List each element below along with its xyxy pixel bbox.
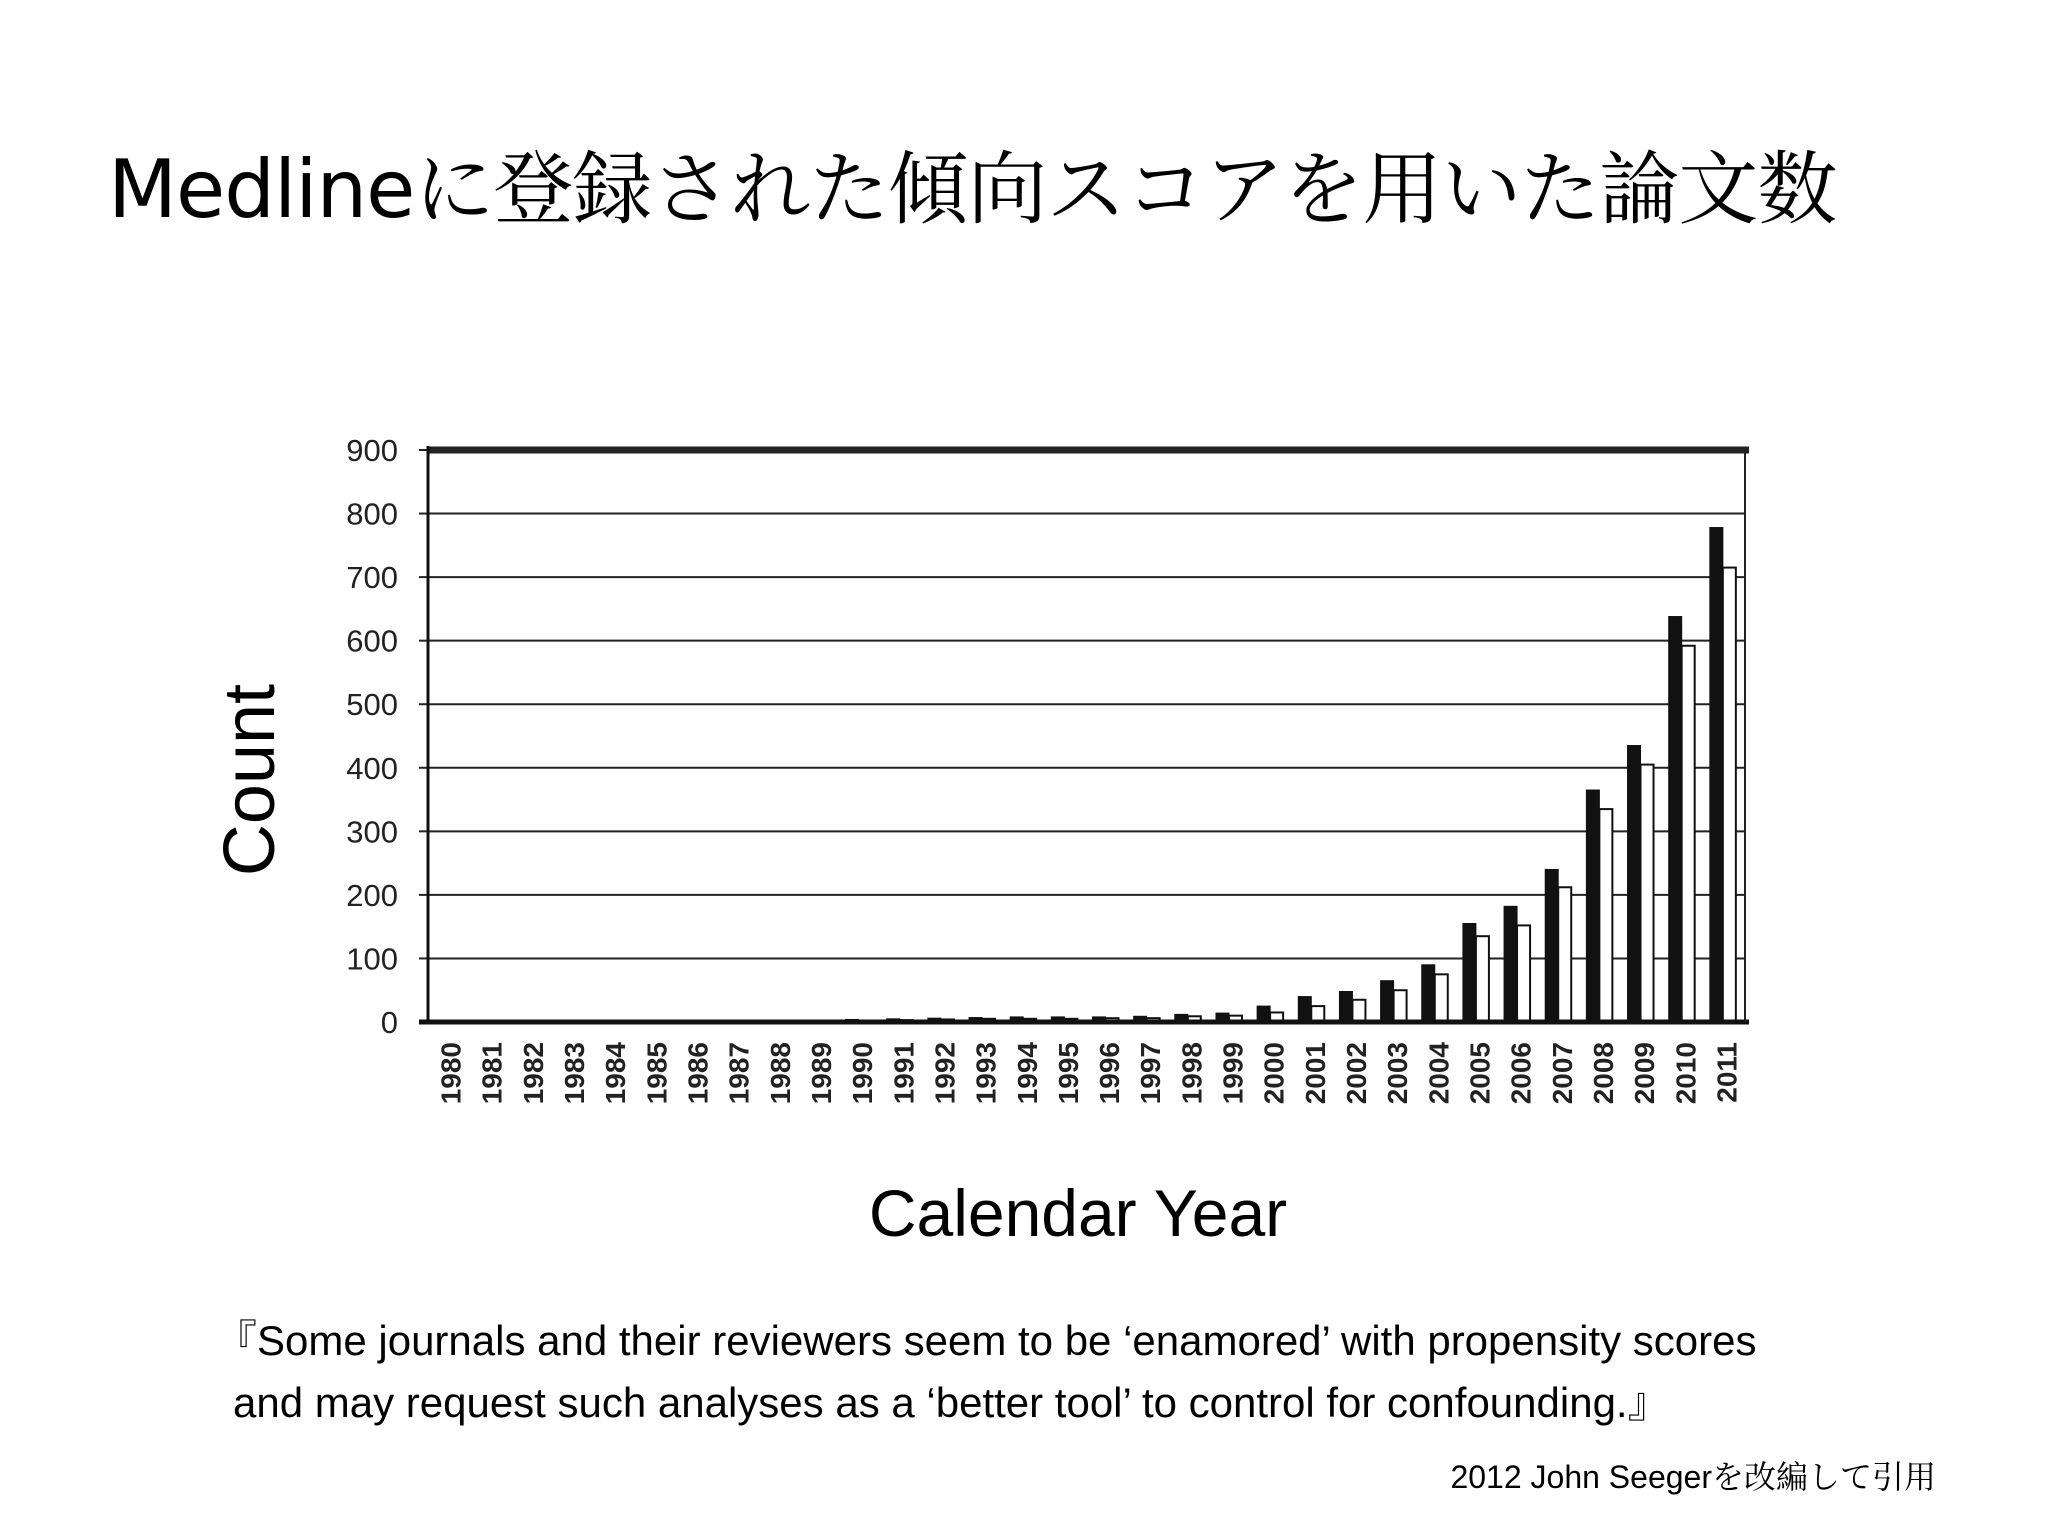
bar-series-1-2010 (1669, 617, 1682, 1022)
bar-series-2-2004 (1435, 974, 1448, 1022)
y-tick-label: 0 (380, 1005, 398, 1040)
y-tick-label: 300 (346, 814, 398, 850)
bar-series-1-2004 (1422, 965, 1435, 1022)
x-tick-label: 2004 (1423, 1042, 1455, 1105)
y-tick-label: 500 (346, 687, 398, 723)
x-tick-label: 1998 (1176, 1042, 1208, 1105)
x-tick-label: 2005 (1464, 1042, 1496, 1105)
bar-series-1-2009 (1628, 746, 1641, 1022)
x-tick-label: 1991 (888, 1042, 920, 1105)
x-tick-label: 1990 (847, 1042, 879, 1105)
bar-series-1-2007 (1545, 869, 1558, 1022)
plot-background (325, 440, 1745, 1130)
x-tick-label: 1997 (1135, 1042, 1167, 1105)
x-tick-label: 1985 (641, 1042, 673, 1105)
y-tick-label: 700 (346, 560, 398, 596)
y-axis-title: Count (210, 683, 290, 877)
slide-title: Medlineに登録された傾向スコアを用いた論文数 (108, 143, 1837, 236)
y-tick-label: 600 (346, 623, 398, 659)
x-tick-label: 1988 (764, 1042, 796, 1105)
bar-series-2-2009 (1641, 765, 1654, 1022)
x-tick-label: 2003 (1382, 1042, 1414, 1105)
x-tick-label: 1983 (559, 1042, 591, 1105)
x-tick-label: 2010 (1670, 1042, 1702, 1105)
x-tick-label: 1999 (1217, 1042, 1249, 1105)
x-tick-label: 2002 (1341, 1042, 1373, 1105)
x-tick-label: 1994 (1011, 1042, 1043, 1105)
bar-series-1-2011 (1710, 528, 1723, 1022)
x-tick-label: 2006 (1505, 1042, 1537, 1105)
bar-series-2-2010 (1682, 646, 1695, 1022)
x-tick-label: 1996 (1094, 1042, 1126, 1105)
bar-series-1-2002 (1339, 991, 1352, 1022)
bar-series-2-2005 (1476, 936, 1489, 1022)
x-tick-label: 1981 (476, 1042, 508, 1105)
x-tick-label: 1982 (517, 1042, 549, 1105)
y-tick-label: 800 (346, 496, 398, 532)
bar-series-1-2003 (1381, 981, 1394, 1022)
quote-line-2: and may request such analyses as a ‘better tool’ to control for confounding.』 (233, 1379, 1670, 1426)
bar-series-2-2008 (1599, 809, 1612, 1022)
x-tick-label: 2001 (1299, 1042, 1331, 1105)
x-tick-label: 2009 (1629, 1042, 1661, 1105)
x-tick-label: 1984 (600, 1042, 632, 1105)
bar-series-1-2008 (1586, 790, 1599, 1022)
y-tick-label: 400 (346, 750, 398, 786)
quote-line-1: 『Some journals and their reviewers seem to be ‘enamored’ with propensity scores (215, 1317, 1757, 1364)
bar-series-2-2006 (1517, 925, 1530, 1022)
bar-series-2-2007 (1558, 887, 1571, 1022)
bar-series-2-2011 (1723, 568, 1736, 1022)
bar-series-1-2006 (1504, 906, 1517, 1022)
bar-series-1-2005 (1463, 923, 1476, 1022)
x-tick-label: 1986 (682, 1042, 714, 1105)
x-tick-label: 1989 (805, 1042, 837, 1105)
x-tick-label: 2008 (1587, 1042, 1619, 1105)
bar-series-1-2001 (1298, 997, 1311, 1022)
x-tick-label: 2011 (1711, 1042, 1743, 1103)
bar-series-2-2002 (1352, 1000, 1365, 1022)
x-tick-label: 1980 (435, 1042, 467, 1105)
y-tick-label: 900 (346, 433, 398, 468)
x-tick-label: 2000 (1258, 1042, 1290, 1105)
x-axis-title: Calendar Year (868, 1176, 1288, 1250)
y-tick-label: 100 (346, 941, 398, 977)
x-tick-label: 1987 (723, 1042, 755, 1105)
citation: 2012 John Seegerを改編して引用 (1450, 1459, 1936, 1495)
x-tick-label: 1992 (929, 1042, 961, 1105)
x-tick-label: 1993 (970, 1042, 1002, 1105)
y-tick-label: 200 (346, 877, 398, 913)
bar-series-2-2003 (1394, 990, 1407, 1022)
x-tick-label: 2007 (1546, 1042, 1578, 1105)
quote-text (215, 1310, 2005, 1434)
x-tick-label: 1995 (1052, 1042, 1084, 1105)
